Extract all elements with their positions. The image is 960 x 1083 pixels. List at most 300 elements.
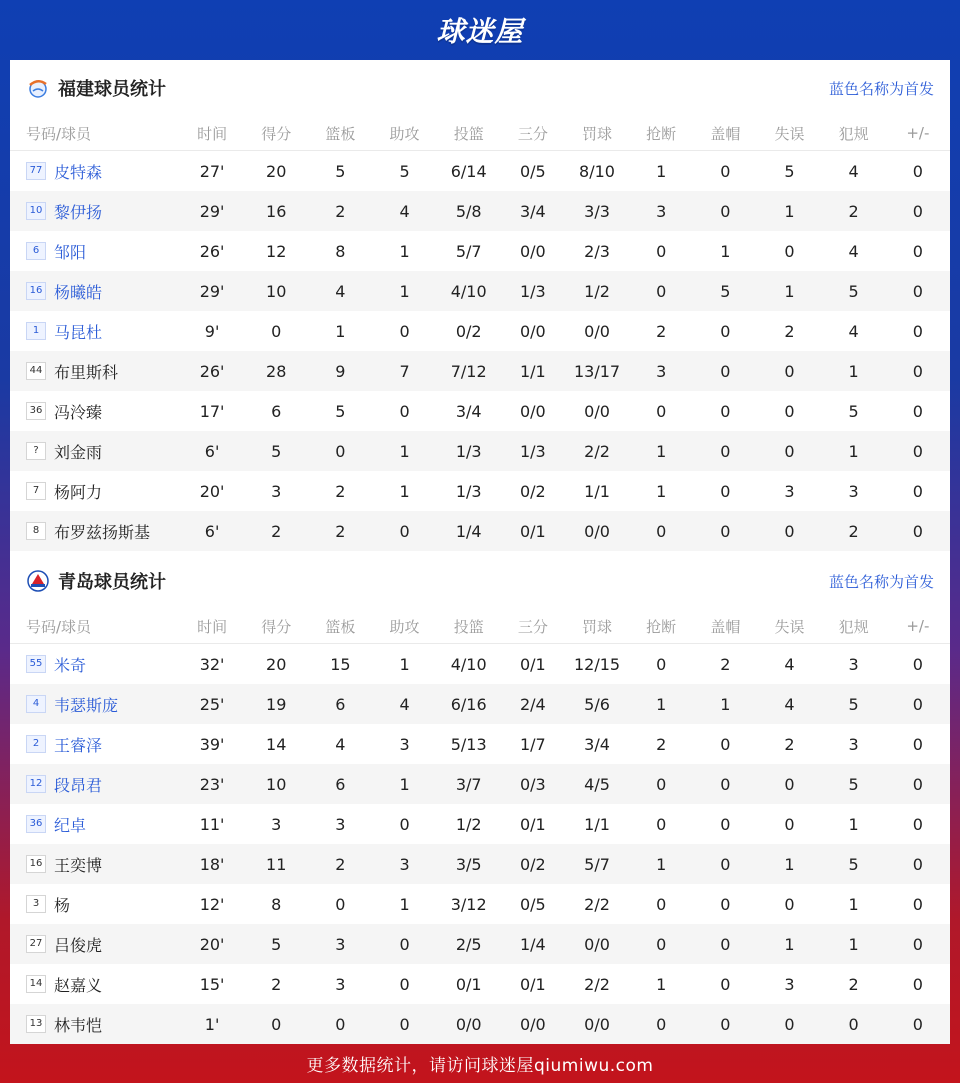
stat-cell: 0 [886,511,950,551]
stat-cell: 5 [244,924,308,964]
stat-cell: 0/0 [565,924,629,964]
stat-cell: 0/0 [437,1004,501,1044]
column-header: 失误 [757,609,821,644]
stat-cell: 17' [199,401,225,421]
stat-cell: 1 [848,814,859,834]
stat-cell: 10 [244,764,308,804]
stat-cell: 3/4 [455,401,482,421]
stat-cell: 1 [757,191,821,231]
stat-cell: 5 [244,431,308,471]
stat-cell: 0 [720,894,731,914]
stat-cell: 0 [720,161,731,181]
column-header: 抢断 [629,116,693,151]
stat-cell: 3/5 [437,844,501,884]
player-name[interactable]: 马昆杜 [54,322,103,342]
stat-cell: 0 [886,351,950,391]
stat-cell: 1/3 [501,271,565,311]
column-header: +/- [886,116,950,151]
stat-cell: 0/0 [584,401,610,421]
stat-cell: 3 [372,844,436,884]
stat-cell: 3 [308,924,372,964]
stat-cell: 0 [629,271,693,311]
player-name[interactable]: 王睿泽 [54,735,103,755]
player-name[interactable]: 冯泠臻 [54,402,103,422]
stat-cell: 0/5 [519,161,546,181]
stat-cell: 1/4 [501,924,565,964]
stat-cell: 7/12 [437,351,501,391]
stat-cell: 0 [822,1004,886,1044]
player-cell [10,884,180,924]
stat-cell: 1 [399,481,410,501]
player-name[interactable]: 黎伊扬 [54,202,103,222]
stat-cell: 0 [912,161,923,181]
stat-cell: 0 [693,431,757,471]
player-name[interactable]: 杨曦皓 [54,282,103,302]
jersey-number-badge: 55 [26,655,46,673]
stat-cell: 2 [308,511,372,551]
jersey-number-badge: 14 [26,975,46,993]
stat-cell: 1/3 [437,431,501,471]
stat-cell: 1 [372,431,436,471]
jersey-number-badge: 6 [26,242,46,260]
stat-cell: 3/3 [565,191,629,231]
table-row [10,1004,950,1044]
stat-cell: 0 [886,764,950,804]
stat-cell: 2 [822,191,886,231]
table-row [10,151,950,192]
stat-cell: 6 [308,764,372,804]
stat-cell: 4 [848,241,859,261]
stat-cell: 0 [656,241,667,261]
stat-cell: 1/2 [455,814,482,834]
stat-cell: 0 [886,1004,950,1044]
stat-cell: 29' [180,191,244,231]
stat-cell: 4/10 [450,654,487,674]
stat-cell: 19 [244,684,308,724]
stat-cell: 1/4 [437,511,501,551]
table-row [10,351,950,391]
jersey-number-badge: 3 [26,895,46,913]
player-name[interactable]: 吕俊虎 [54,935,103,955]
stat-cell: 0 [757,511,821,551]
stat-cell: 1 [757,924,821,964]
player-cell [10,764,180,804]
table-row [10,924,950,964]
column-header: 篮板 [308,609,372,644]
stat-cell: 20' [180,924,244,964]
brand-logo: 球迷屋 [436,15,524,48]
stat-cell: 0/0 [519,241,546,261]
column-header: 盖帽 [693,116,757,151]
stat-cell: 0 [372,511,436,551]
stat-cell: 1 [656,161,667,181]
stat-cell: 0 [693,351,757,391]
stat-cell: 0/1 [519,654,546,674]
stat-cell: 0 [720,481,731,501]
stat-cell: 0 [912,734,923,754]
stat-cell: 0 [912,401,923,421]
stat-cell: 25' [180,684,244,724]
stat-cell: 1 [757,271,821,311]
stat-cell: 8 [335,241,346,261]
stat-cell: 1/1 [501,351,565,391]
player-cell [10,271,180,311]
top-bar [0,0,960,60]
stat-cell: 0 [912,894,923,914]
player-name[interactable]: 布罗兹扬斯基 [54,522,151,542]
stat-cell: 3/7 [437,764,501,804]
stat-cell: 26' [180,351,244,391]
stat-cell: 1 [656,481,667,501]
stat-cell: 0 [693,764,757,804]
stat-cell: 5 [784,161,795,181]
player-cell [10,724,180,764]
table-row [10,431,950,471]
stat-cell: 5/7 [455,241,482,261]
footer-link[interactable]: 更多数据统计，请访问球迷屋qiumiwu.com [306,1055,654,1076]
jersey-number-badge: 12 [26,775,46,793]
stat-cell: 0 [308,431,372,471]
stat-cell: 0/1 [455,974,482,994]
stat-cell: 2 [308,191,372,231]
stat-cell: 26' [199,241,225,261]
stat-cell: 0 [757,764,821,804]
stat-cell: 15' [199,974,225,994]
stat-cell: 0 [886,924,950,964]
column-header: 三分 [501,609,565,644]
starter-note: 蓝色名称为首发 [828,572,934,591]
table-row [10,644,950,685]
stat-cell: 1 [757,844,821,884]
stat-cell: 1/1 [584,814,610,834]
stat-cell: 0 [399,401,410,421]
stat-cell: 6' [180,511,244,551]
stat-cell: 1 [335,321,346,341]
stat-cell: 0/0 [501,1004,565,1044]
stat-cell: 0/0 [519,401,546,421]
player-name[interactable]: 纪卓 [54,815,87,835]
column-header: 三分 [501,116,565,151]
table-row [10,311,950,351]
jersey-number-badge: 77 [26,162,46,180]
stat-cell: 3/4 [584,734,610,754]
stat-cell: 0 [693,1004,757,1044]
player-name[interactable]: 邹阳 [54,242,87,262]
stat-cell: 0 [399,814,410,834]
player-name[interactable]: 杨 [54,895,71,915]
stat-cell: 0 [693,511,757,551]
stat-cell: 2 [335,481,346,501]
stat-cell: 2/2 [565,431,629,471]
stat-cell: 0 [784,401,795,421]
jersey-number-badge: 36 [26,815,46,833]
stat-cell: 4/5 [565,764,629,804]
jersey-number-badge: 1 [26,322,46,340]
stat-cell: 0 [656,814,667,834]
stat-cell: 1 [372,271,436,311]
stat-cell: 18' [180,844,244,884]
team-title: 青岛球员统计 [58,572,166,593]
stat-cell: 0 [720,321,731,341]
stat-cell: 3 [629,351,693,391]
stat-cell: 0 [399,321,410,341]
column-header: 抢断 [629,609,693,644]
column-header: 得分 [244,609,308,644]
stat-cell: 0 [720,974,731,994]
stat-cell: 4 [372,191,436,231]
player-cell [10,844,180,884]
stat-cell: 29' [180,271,244,311]
stat-cell: 0/0 [584,321,610,341]
stat-cell: 0/0 [565,1004,629,1044]
stat-cell: 0 [720,814,731,834]
stat-cell: 0 [629,924,693,964]
jersey-number-badge: 13 [26,1015,46,1033]
stat-cell: 4 [372,684,436,724]
stat-cell: 5 [693,271,757,311]
player-cell [10,151,180,192]
player-cell [10,351,180,391]
column-header: 犯规 [822,609,886,644]
stat-cell: 0 [886,431,950,471]
player-cell [10,644,180,685]
stat-cell: 0 [629,764,693,804]
stat-cell: 5/13 [450,734,487,754]
stat-cell: 2 [720,654,731,674]
stat-cell: 0/1 [501,511,565,551]
jersey-number-badge: 16 [26,855,46,873]
stat-cell: 2 [271,974,282,994]
stat-cell: 2 [784,734,795,754]
player-name[interactable]: 刘金雨 [54,442,103,462]
player-name[interactable]: 韦瑟斯庞 [54,695,119,715]
table-row [10,884,950,924]
stat-cell: 11' [199,814,225,834]
column-header: 失误 [757,116,821,151]
stat-cell: 14 [266,734,287,754]
stat-cell: 1 [629,431,693,471]
stat-cell: 5 [822,684,886,724]
stat-cell: 6' [180,431,244,471]
stat-cell: 0 [720,401,731,421]
stat-cell: 0 [656,654,667,674]
stat-cell: 3 [399,734,410,754]
jersey-number-badge: 36 [26,402,46,420]
player-name[interactable]: 布里斯科 [54,362,119,382]
stat-cell: 1/2 [565,271,629,311]
column-header: 时间 [180,609,244,644]
table-row [10,511,950,551]
player-cell [10,231,180,271]
stat-cell: 4 [848,321,859,341]
stat-cell: 3 [784,481,795,501]
stat-cell: 1 [822,431,886,471]
stat-cell: 15 [330,654,351,674]
table-row [10,391,950,431]
stat-cell: 8/10 [579,161,615,181]
stat-cell: 1 [822,351,886,391]
stat-cell: 0 [784,241,795,261]
stat-cell: 3/12 [450,894,487,914]
qingdao-stats-panel [10,553,950,1043]
stat-cell: 9' [204,321,220,341]
player-cell [10,964,180,1004]
stat-cell: 0 [886,684,950,724]
stat-cell: 0/3 [501,764,565,804]
column-header: 号码/球员 [10,116,180,151]
stat-cell: 1 [399,894,410,914]
player-cell [10,1004,180,1044]
table-row [10,271,950,311]
stat-cell: 1 [399,241,410,261]
player-cell [10,311,180,351]
stat-cell: 2/5 [437,924,501,964]
player-name[interactable]: 赵嘉义 [54,975,103,995]
stat-cell: 4 [335,734,346,754]
stat-cell: 1/7 [519,734,546,754]
table-row [10,764,950,804]
stat-cell: 13/17 [565,351,629,391]
stat-cell: 2 [822,511,886,551]
column-header: 助攻 [372,609,436,644]
stat-cell: 0 [693,191,757,231]
stat-cell: 0 [720,734,731,754]
jersey-number-badge: ? [26,442,46,460]
stat-cell: 0/2 [519,481,546,501]
stat-cell: 2/4 [501,684,565,724]
stat-cell: 2 [848,974,859,994]
stat-cell: 4 [308,271,372,311]
stat-cell: 2/2 [584,974,610,994]
stat-cell: 2/2 [584,894,610,914]
stat-cell: 2 [656,734,667,754]
player-cell [10,684,180,724]
stat-cell: 3 [271,481,282,501]
player-cell [10,431,180,471]
stat-cell: 0 [372,1004,436,1044]
player-name[interactable]: 王奕博 [54,855,103,875]
stat-cell: 3 [335,974,346,994]
fujian-stats-panel [10,60,950,553]
starter-note: 蓝色名称为首发 [828,79,934,98]
stat-cell: 0 [784,894,795,914]
column-header: 投篮 [437,609,501,644]
stat-cell: 5 [335,401,346,421]
stat-cell: 2/3 [584,241,610,261]
stat-cell: 12/15 [573,654,621,674]
stat-cell: 28 [244,351,308,391]
player-cell [10,804,180,844]
stat-cell: 6/14 [450,161,487,181]
player-cell [10,511,180,551]
player-name[interactable]: 皮特森 [54,162,103,182]
table-row [10,191,950,231]
stat-cell: 0 [308,1004,372,1044]
column-header: +/- [886,609,950,644]
stat-cell: 3 [629,191,693,231]
table-row [10,231,950,271]
stat-cell: 8 [271,894,282,914]
stat-cell: 0 [886,844,950,884]
player-name[interactable]: 段昂君 [54,775,103,795]
team-header [10,553,950,609]
stat-cell: 4/10 [437,271,501,311]
fujian-team-logo-icon [26,76,50,100]
column-header: 投篮 [437,116,501,151]
stat-cell: 20 [266,161,287,181]
player-cell [10,191,180,231]
stat-cell: 0 [271,321,282,341]
column-header: 助攻 [372,116,436,151]
stat-cell: 5/8 [437,191,501,231]
jersey-number-badge: 8 [26,522,46,540]
stat-cell: 9 [308,351,372,391]
table-row [10,844,950,884]
stat-cell: 4 [757,684,821,724]
stat-cell: 0/2 [501,844,565,884]
stat-cell: 27' [199,161,225,181]
stat-cell: 0 [399,974,410,994]
stat-cell: 7 [372,351,436,391]
stat-cell: 1 [399,654,410,674]
table-row [10,471,950,511]
stat-cell: 1 [822,924,886,964]
stat-cell: 1 [848,894,859,914]
stat-cell: 0 [886,271,950,311]
stat-cell: 0 [912,321,923,341]
stat-cell: 2 [784,321,795,341]
stat-cell: 3 [848,481,859,501]
stat-cell: 0/5 [519,894,546,914]
stat-cell: 10 [244,271,308,311]
stat-cell: 23' [180,764,244,804]
column-header: 盖帽 [693,609,757,644]
stat-cell: 0/0 [519,321,546,341]
stat-cell: 3 [848,734,859,754]
stat-cell: 4 [848,161,859,181]
player-name[interactable]: 林韦恺 [54,1015,103,1035]
stat-cell: 0 [372,924,436,964]
stat-cell: 11 [244,844,308,884]
stat-cell: 0 [629,511,693,551]
player-name[interactable]: 米奇 [54,655,87,675]
stat-cell: 39' [199,734,225,754]
jersey-number-badge: 7 [26,482,46,500]
stat-cell: 1' [180,1004,244,1044]
player-cell [10,471,180,511]
table-row [10,724,950,764]
stat-cell: 0 [912,241,923,261]
column-header: 罚球 [565,116,629,151]
stat-cell: 5 [822,271,886,311]
stat-cell: 5/6 [565,684,629,724]
player-cell [10,391,180,431]
jersey-number-badge: 4 [26,695,46,713]
stat-cell: 20' [199,481,225,501]
stat-cell: 2 [244,511,308,551]
column-header: 篮板 [308,116,372,151]
stat-cell: 5 [335,161,346,181]
player-name[interactable]: 杨阿力 [54,482,103,502]
jersey-number-badge: 16 [26,282,46,300]
stat-cell: 0/1 [519,974,546,994]
stat-cell: 3 [848,654,859,674]
stat-cell: 1 [372,764,436,804]
stat-cell: 0 [629,1004,693,1044]
stat-cell: 16 [244,191,308,231]
stat-cell: 6 [271,401,282,421]
team-title: 福建球员统计 [58,79,166,100]
